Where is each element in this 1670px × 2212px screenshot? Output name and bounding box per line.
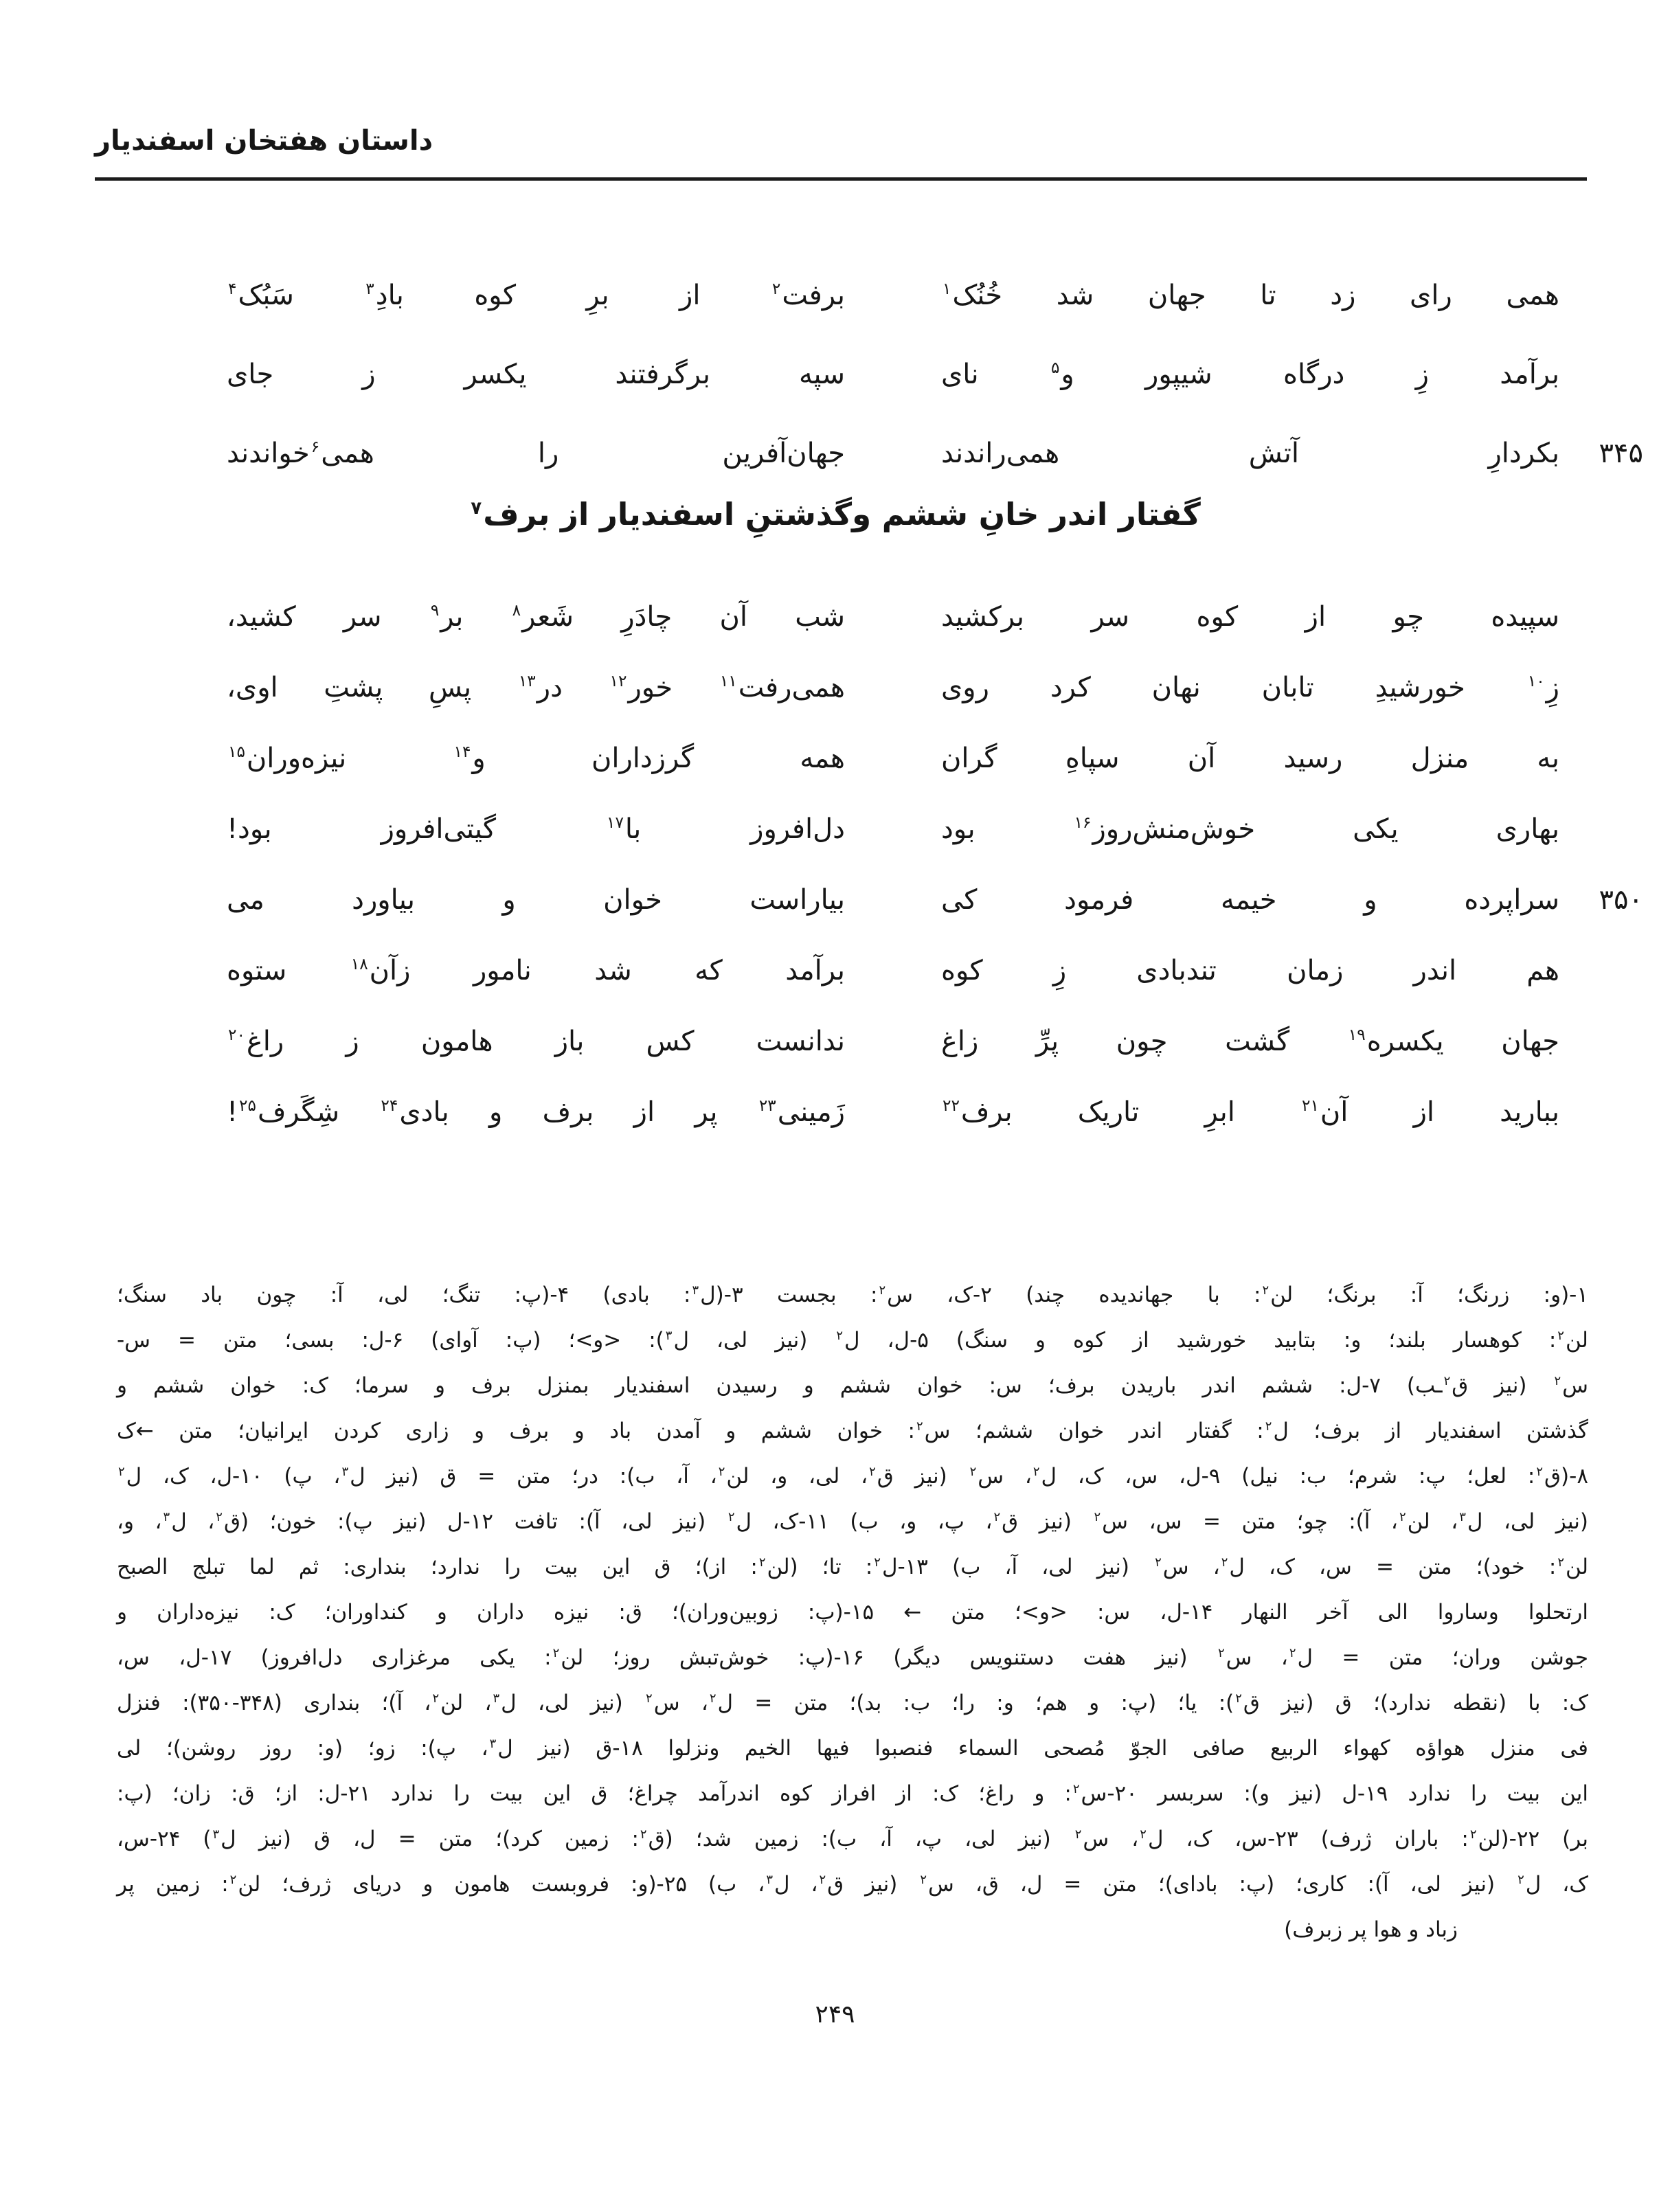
- apparatus-line: س$^۲$ (نیز ق$^۲$ـب) ۷-ل: ششم اندر باریدن برف؛ س: خوان ششم و رسیدن اسفندیار بمنزل برف و سرما؛ ک: خوان ششم و: [117, 1373, 1588, 1398]
- hemistich-second: جهان‌آفرین را همی$^۶$خواندند: [227, 437, 845, 469]
- apparatus-line: ک، ل$^۲$ (نیز لی، آ): کاری؛ (پ: بادای)؛ متن = ل، ق، س$^۲$ (نیز ق$^۲$، ل$^۳$، ب) ۲۵-(و: فروبست هامون و دریای ژرف؛ لن$^۲$: زمین پر: [117, 1872, 1588, 1897]
- hemistich-first: ببارید از آن$^{۲۱}$ ابرِ تاریک برف$^{۲۲}$: [943, 1096, 1559, 1128]
- couplet-row: [227, 793, 1559, 864]
- hemistich-second: همه گرزداران و$^{۱۴}$ نیزه‌وران$^{۱۵}$: [228, 742, 845, 774]
- hemistich-first: سپیده چو از کوه سر برکشید: [941, 600, 1559, 633]
- apparatus-line: (نیز لی، ل$^۳$، لن$^۲$، آ): چو؛ متن = س، س$^۲$ (نیز ق$^۲$، پ، و، ب) ۱۱-ک، ل$^۲$ (نیز لی، آ): تافت ۱۲-ل (نیز پ): خون؛ (ق$^۲$، ل$^۳$، و،: [117, 1509, 1588, 1534]
- hemistich-second: برفت$^۲$ از برِ کوه بادِ$^۳$ سَبُک$^۴$: [228, 279, 845, 311]
- couplet-row: [227, 1076, 1559, 1147]
- verse-number: ۳۵۰: [1599, 883, 1643, 916]
- hemistich-first: سراپرده و خیمه فرمود کی: [941, 883, 1559, 916]
- verse-block-2: [227, 581, 1643, 1147]
- couplet-row: [227, 1006, 1559, 1076]
- running-header: داستان هفتخان اسفندیار: [95, 125, 433, 157]
- critical-apparatus: [117, 1272, 1588, 1952]
- couplet-row: [227, 581, 1559, 652]
- hemistich-first: برآمد زِ درگاه شیپور و$^۵$ نای: [941, 358, 1560, 390]
- hemistich-first: جهان یکسره$^{۱۹}$ گشت چون پرِّ زاغ: [941, 1025, 1559, 1057]
- apparatus-line: جوشن وران؛ متن = ل$^۲$، س$^۲$ (نیز هفت دستنویس دیگر) ۱۶-(پ: خوش‌تبش روز؛ لن$^۲$: یکی مرغزاری دل‌افروز) ۱۷-ل، س،: [117, 1645, 1588, 1670]
- hemistich-second: برآمد که شد نامور زآن$^{۱۸}$ ستوه: [227, 954, 845, 986]
- apparatus-line: ۸-(ق$^۲$: لعل؛ پ: شرم؛ ب: نیل) ۹-ل، س، ک، ل$^۲$، س$^۲$ (نیز ق$^۲$، لی، و، لن$^۲$، آ، ب): در؛ متن = ق (نیز ل$^۳$، پ) ۱۰-ل، ک، ل$^۲$: [118, 1464, 1588, 1489]
- apparatus-line: ۱-(و: زرنگ؛ آ: برنگ؛ لن$^۲$: با جهاندیده چند) ۲-ک، س$^۲$: بجست ۳-(ل$^۳$: بادی) ۴-(پ: تنگ؛ لی، آ: چون باد سنگ؛: [117, 1283, 1589, 1307]
- apparatus-line: لن$^۲$: خود)؛ متن = س، ک، ل$^۲$، س$^۲$ (نیز لی، آ، ب) ۱۳-ل$^۲$: تا؛ (لن$^۲$: از)؛ ق این بیت را ندارد؛ بنداری: ثم لما تبلج الصبح: [117, 1555, 1589, 1579]
- apparatus-line: ک: با (نقطه ندارد)؛ ق (نیز ق$^۲$): یا؛ (پ: و هم؛ و: را؛ ب: بد)؛ متن = ل$^۲$، س$^۲$ (نیز لی، ل$^۳$، لن$^۲$، آ)؛ بنداری (۳۴۸-۳۵۰): فنزل: [117, 1691, 1588, 1715]
- apparatus-line: این بیت را ندارد ۱۹-ل (نیز و): سربسر ۲۰-س$^۲$: و راغ؛ ک: از افراز کوه اندرآمد چراغ؛ ق این بیت را ندارد ۲۱-ل: از؛ ق: زان؛ (پ:: [117, 1781, 1588, 1806]
- couplet-row: [227, 864, 1643, 935]
- hemistich-second: سپه برگرفتند یکسر ز جای: [227, 358, 845, 390]
- apparatus-line: لن$^۲$: کوهسار بلند؛ و: بتابید خورشید از کوه و سنگ) ۵-ل، ل$^۲$ (نیز لی، ل$^۳$): <و>؛ (پ: آوای) ۶-ل: بسی؛ متن = س-: [117, 1328, 1588, 1353]
- couplet-row: [227, 935, 1559, 1006]
- hemistich-first: همی رای زد تا جهان شد خُنُک$^۱$: [943, 279, 1559, 311]
- page-number: ۲۴۹: [815, 2000, 855, 2029]
- hemistich-second: زَمینی$^{۲۳}$ پر از برف و بادی$^{۲۴}$ شِگَرف$^{۲۵}$!: [227, 1096, 845, 1128]
- hemistich-second: ندانست کس باز هامون ز راغ$^{۲۰}$: [228, 1025, 845, 1057]
- apparatus-line: ارتحلوا وساروا الی آخر النهار ۱۴-ل، س: <و>؛ متن ← ۱۵-(پ: زوبین‌وران)؛ ق: نیزه داران و کنداوران؛ ک: نیزه‌داران و: [117, 1600, 1588, 1625]
- hemistich-first: زِ$^{۱۰}$ خورشیدِ تابان نهان کرد روی: [941, 671, 1559, 703]
- hemistich-second: همی‌رفت$^{۱۱}$ خور$^{۱۲}$ در$^{۱۳}$ پسِ پشتِ اوی،: [227, 671, 846, 703]
- hemistich-first: بهاری یکی خوش‌منش‌روز$^{۱۶}$ بود: [941, 813, 1559, 845]
- hemistich-first: هم اندر زمان تندبادی زِ کوه: [941, 954, 1559, 986]
- verse-block-1: [227, 256, 1643, 493]
- couplet-row: [227, 335, 1559, 414]
- hemistich-first: به منزل رسید آن سپاهِ گران: [941, 742, 1559, 774]
- hemistich-first: بکردارِ آتش همی‌راندند: [941, 437, 1559, 469]
- apparatus-line: زباد و هوا پر زبرف): [1284, 1917, 1458, 1942]
- couplet-row: [227, 723, 1559, 793]
- apparatus-line: فی منزل هواؤه کهواء الربیع صافی الجوّ مُصحی السماء فنصبوا فیها الخیم ونزلوا ۱۸-ق (نیز ل$^۳$، پ): زو؛ (و: روز روشن)؛ لی: [117, 1736, 1588, 1761]
- hemistich-second: شب آن چادَرِ شَعر$^۸$ بر$^۹$ سر کشید،: [227, 600, 846, 633]
- couplet-row: [227, 652, 1559, 723]
- apparatus-line: گذشتن اسفندیار از برف؛ ل$^۲$: گفتار اندر خوان ششم؛ س$^۲$: خوان ششم و آمدن باد و برف و زاری کردن ایرانیان؛ متن ←ک: [117, 1419, 1589, 1443]
- hemistich-second: دل‌افروز با$^{۱۷}$ گیتی‌افروز بود!: [227, 813, 845, 845]
- apparatus-line: بر) ۲۲-(لن$^۲$: باران ژرف) ۲۳-س، ک، ل$^۲$، س$^۲$ (نیز لی، پ، آ، ب): زمین شد؛ (ق$^۲$: زمین کرد)؛ متن = ل، ق (نیز ل$^۳$) ۲۴-س،: [117, 1827, 1588, 1851]
- header-rule: [95, 177, 1587, 181]
- section-heading: گفتار اندر خانِ ششم وگذشتنِ اسفندیار از برف$^۷$: [471, 496, 1201, 532]
- hemistich-second: بیاراست خوان و بیاورد می: [227, 883, 845, 916]
- couplet-row: [227, 414, 1643, 493]
- verse-number: ۳۴۵: [1599, 437, 1643, 469]
- couplet-row: [227, 256, 1559, 335]
